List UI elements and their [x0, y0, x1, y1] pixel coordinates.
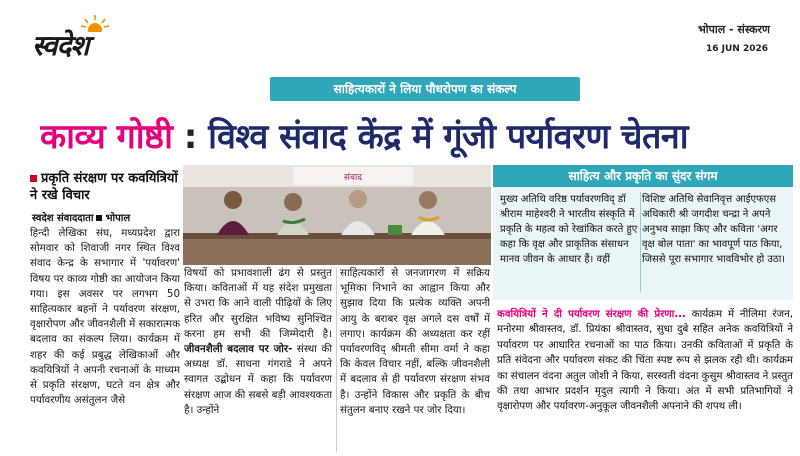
- kicker-banner: साहित्यकारों ने लिया पौधरोपण का संकल्प: [270, 77, 580, 101]
- headline: [40, 112, 780, 162]
- column-divider: [336, 268, 337, 452]
- event-photo-illustration: [183, 165, 491, 265]
- byline-place: भोपाल: [105, 213, 131, 224]
- sidebar-panel-title: साहित्य और प्रकृति का सुंदर संगम: [493, 165, 793, 187]
- sidebar-panel-right-text: विशिष्ट अतिथि सेवानिवृत्त आईएफएस अधिकारी श्री जगदीश चन्द्रा ने अपने अनुभव साझा किए और कविता 'अगर वृक्ष बोल पाता' का भावपूर्ण पाठ किया, जिससे पूरा सभागार भावविभोर हो उठा।: [642, 194, 786, 265]
- headline-lead: काव्य गोष्ठी: [40, 117, 173, 157]
- column-2-text-b: संस्था की अध्यक्ष डॉ. साधना गंगराडे ने अपने स्वागत उद्बोधन में कहा कि पर्यावरण संरक्षण आज की सबसे बड़ी आवश्यकता है। उन्होंने: [184, 343, 332, 416]
- subheadline-text: प्रकृति संरक्षण पर कवयित्रियों ने रखे विचार: [30, 171, 178, 203]
- column-2-subheading: जीवनशैली बदलाव पर जोर-: [184, 343, 293, 356]
- byline-author: स्वदेश संवाददाता: [32, 213, 94, 224]
- photo-banner-text: संवाद: [343, 173, 363, 183]
- bullet-square-icon: [96, 215, 102, 221]
- event-photo: [183, 165, 491, 265]
- issue-date: 16 JUN 2026: [705, 44, 768, 54]
- byline: [32, 210, 182, 224]
- newspaper-logo: [22, 14, 162, 62]
- headline-separator: :: [172, 117, 209, 157]
- sidebar-panel-left-text: मुख्य अतिथि वरिष्ठ पर्यावरणविद् डॉ श्रीराम माहेश्वरी ने भारतीय संस्कृति में प्रकृति के महत्व को रेखांकित करते हुए कहा कि वृक्ष और प्राकृतिक संसाधन मानव जीवन के आधार हैं। वहीं: [500, 194, 638, 265]
- article-column-3: साहित्यकारों से जनजागरण में सक्रिय भूमिका निभाने का आह्वान किया और सुझाव दिया कि प्रत्येक व्यक्ति अपनी आयु के बराबर वृक्ष अगले दस वर्षों में लगाए। कार्यक्रम की अध्यक्षता कर रहीं पर्यावरणविद् श्रीमती सीमा वर्मा ने कहा कि केवल विचार नहीं, बल्कि जीवनशैली में बदलाव से ही पर्यावरण संरक्षण संभव है। उन्होंने विकास और प्रकृति के बीच संतुलन बनाए रखने पर जोर दिया।: [340, 267, 490, 416]
- article-lower-section: [497, 307, 793, 455]
- subheadline: [30, 170, 180, 204]
- lower-section-lead: कवयित्रियों ने दी पर्यावरण संरक्षण की प्रेरणा...: [497, 309, 686, 320]
- lower-section-body: कार्यक्रम में नीलिमा रंजन, मनोरमा श्रीवास्तव, डॉ. प्रियंका श्रीवास्तव, सुधा दुबे सहित अनेक कवयित्रियों ने पर्यावरण पर आधारित रचनाओं का पाठ किया। उनकी कविताओं में प्रकृति के प्रति संवेदना और पर्यावरण संकट की चिंता स्पष्ट रूप से झलक रही थी। कार्यक्रम का संचालन वंदना अतुल जोशी ने किया, सरस्वती वंदना कुसुम श्रीवास्तव ने प्रस्तुत की तथा आभार प्रदर्शन मृदुल त्यागी ने किया। अंत में सभी प्रतिभागियों ने वृक्षारोपण और पर्यावरण-अनुकूल जीवनशैली अपनाने की शपथ ली।: [497, 309, 793, 413]
- sidebar-panel-divider: [640, 192, 641, 292]
- article-column-2: [184, 266, 332, 456]
- logo-text: स्वदेश: [32, 29, 89, 62]
- bullet-square-icon: [30, 175, 37, 182]
- headline-rest: विश्व संवाद केंद्र में गूंजी पर्यावरण चेतना: [208, 117, 689, 157]
- column-2-text-a: विषयों को प्रभावशाली ढंग से प्रस्तुत किया। कविताओं में यह संदेश प्रमुखता से उभरा कि आने वाली पीढ़ियों के लिए हरित और सुरक्षित भविष्य सुनिश्चित करना हम सभी की जिम्मेदारी है।: [184, 267, 332, 340]
- edition-label: भोपाल - संस्करण: [698, 23, 770, 36]
- article-column-1: हिन्दी लेखिका संघ, मध्यप्रदेश द्वारा सोमवार को शिवाजी नगर स्थित विश्व संवाद केन्द्र के सभागार में 'पर्यावरण' विषय पर काव्य गोष्ठी का आयोजन किया गया। इस अवसर पर लगभग 50 साहित्यकार बहनों ने पर्यावरण संरक्षण, वृक्षारोपण और जीवनशैली में सकारात्मक बदलाव का संकल्प लिया। कार्यक्रम में शहर की कई प्रबुद्ध लेखिकाओं और कवयित्रियों ने अपनी रचनाओं के माध्यम से प्रकृति संरक्षण, घटते वन क्षेत्र और पर्यावरणीय असंतुलन जैसे: [30, 227, 180, 407]
